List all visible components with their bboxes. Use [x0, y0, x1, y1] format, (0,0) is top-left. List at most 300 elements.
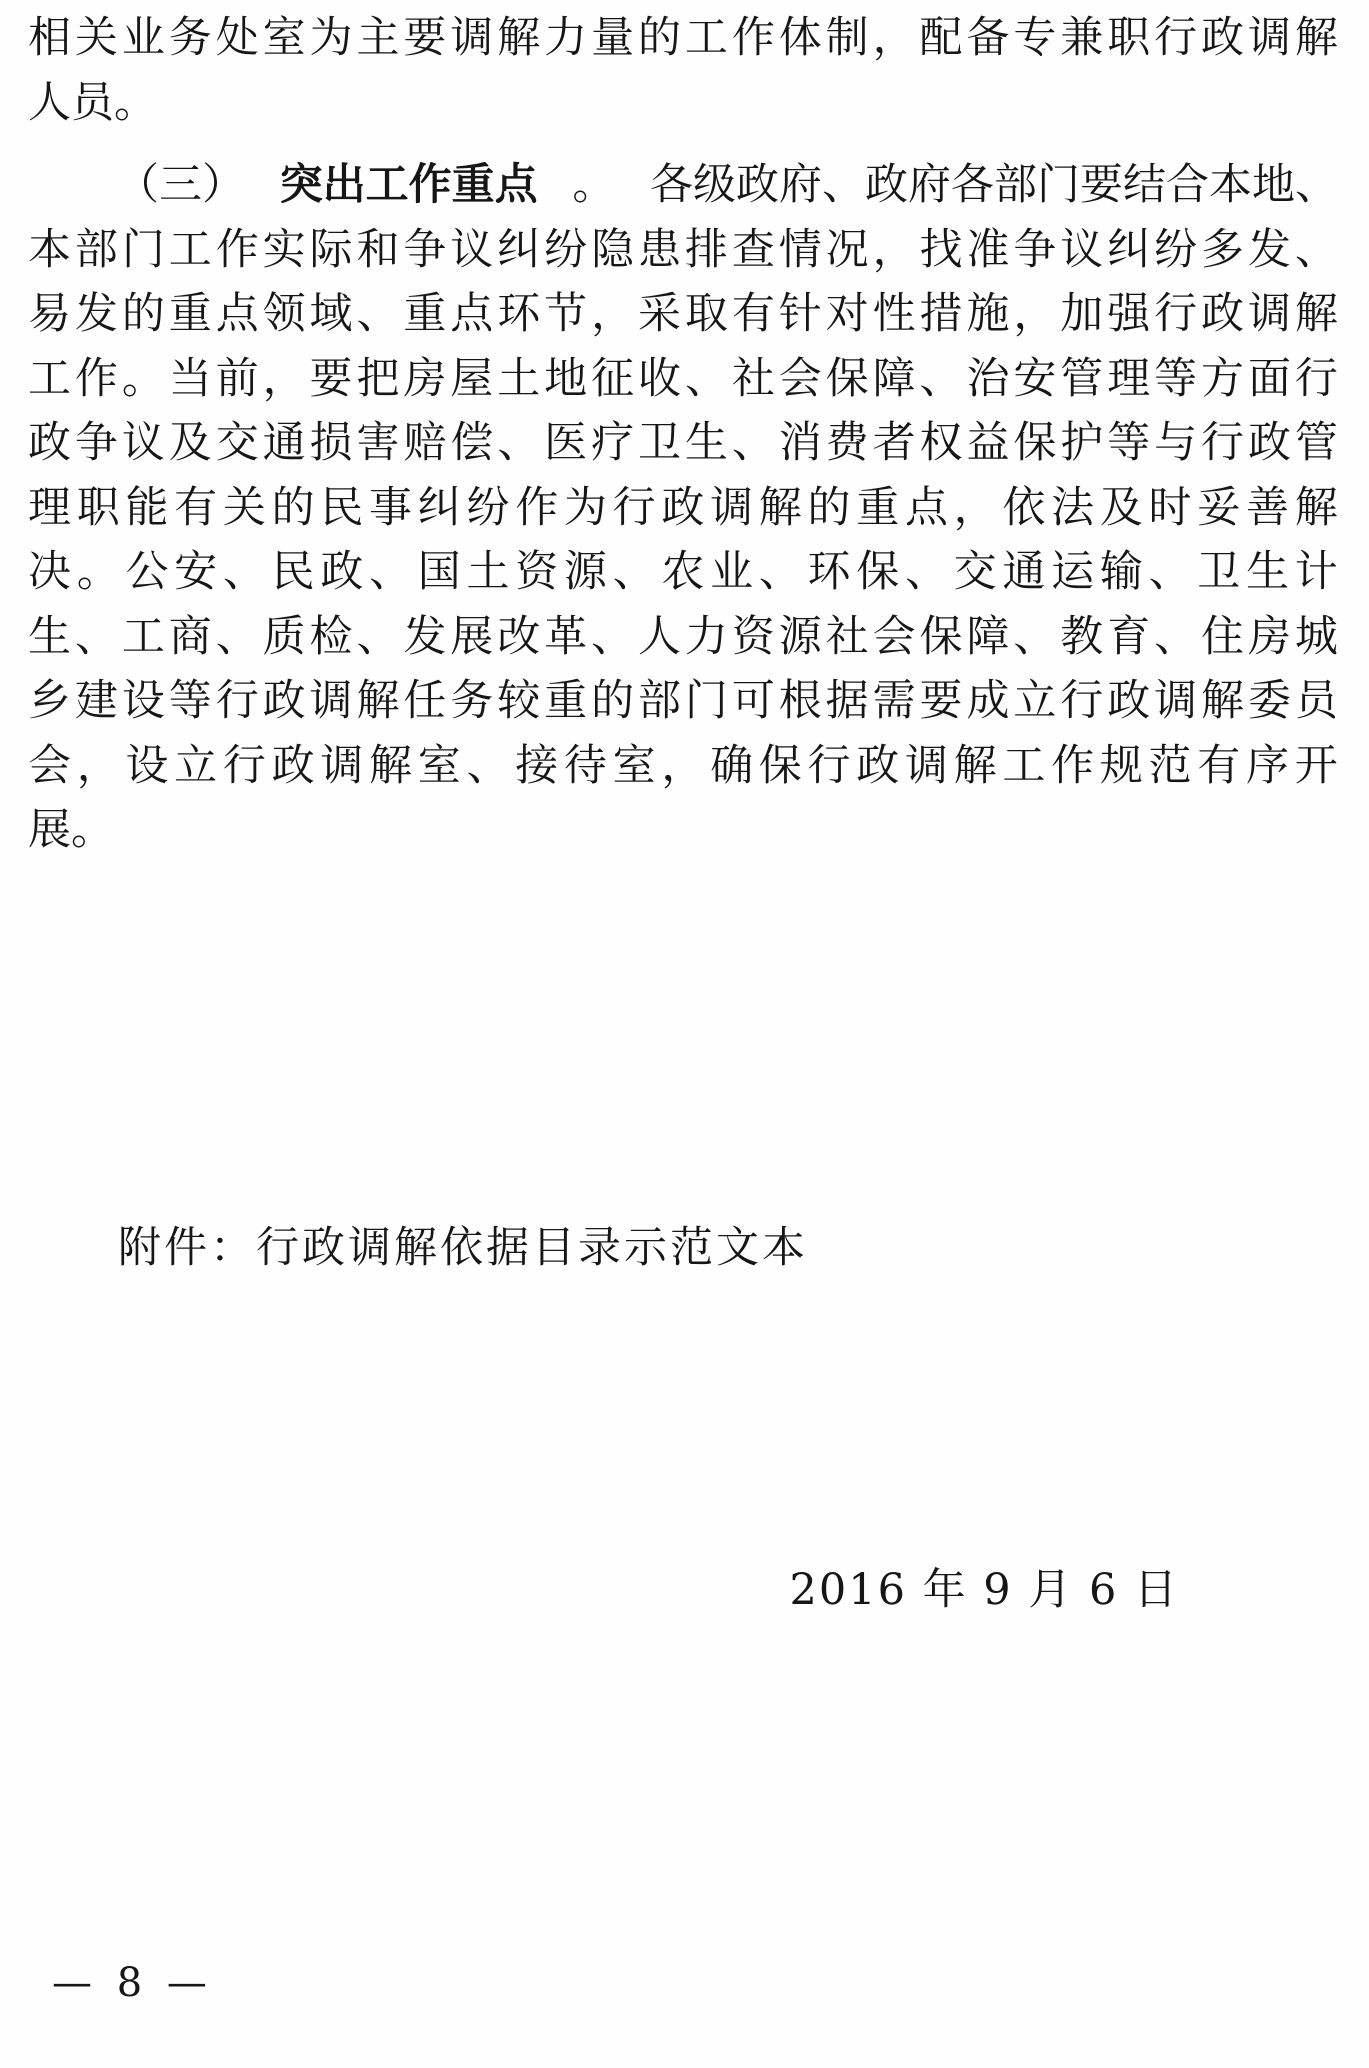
- body-char: 政: [1107, 676, 1151, 726]
- body-char: 检: [309, 611, 353, 662]
- body-char: 针: [778, 289, 822, 339]
- body-char: 要: [309, 353, 353, 404]
- body-char: 要: [403, 13, 447, 63]
- body-char: 的: [591, 676, 635, 726]
- body-char: 会: [778, 353, 822, 404]
- body-char: 城: [1294, 611, 1338, 662]
- body-line: 展。: [28, 805, 114, 855]
- body-char: 的: [271, 482, 315, 533]
- body-char: 议: [121, 418, 165, 468]
- body-char: 工: [121, 611, 165, 662]
- body-char: 门: [121, 224, 165, 275]
- body-char: 依: [1002, 482, 1046, 533]
- body-char: 面: [1247, 353, 1291, 404]
- body-char: 政: [1201, 289, 1245, 339]
- body-char: 业: [710, 547, 754, 597]
- body-char: 调: [710, 482, 754, 533]
- body-char: 障: [966, 611, 1010, 662]
- body-char: 解: [758, 482, 802, 533]
- body-char: 职: [76, 482, 120, 533]
- body-char: 调: [1154, 676, 1198, 726]
- body-char: 力: [684, 611, 728, 662]
- body-char: 制: [825, 13, 869, 63]
- body-char: 取: [684, 289, 728, 339]
- body-char: 房: [1247, 611, 1291, 662]
- body-char: 土: [466, 547, 510, 597]
- body-char: 生: [28, 611, 71, 662]
- body-char: 、: [612, 547, 656, 597]
- body-char: 行: [612, 482, 656, 533]
- body-char: 关: [74, 13, 118, 63]
- body-char: 的: [807, 482, 851, 533]
- body-char: 隐: [591, 224, 635, 275]
- body-char: 资: [731, 611, 775, 662]
- body-char: 事: [369, 482, 413, 533]
- body-char: 、: [919, 353, 963, 404]
- body-char: 关: [222, 482, 266, 533]
- body-char: 配: [919, 13, 963, 63]
- body-char: 及: [1099, 482, 1143, 533]
- body-char: 有: [1197, 740, 1241, 791]
- body-char: 行: [215, 676, 259, 726]
- body-char: 当: [168, 353, 212, 404]
- body-char: 行: [1154, 13, 1198, 63]
- body-char: 设: [121, 676, 165, 726]
- body-char: 社: [731, 353, 775, 404]
- body-char: 、: [356, 289, 400, 339]
- body-char: 解: [1294, 482, 1338, 533]
- body-char: 保: [825, 353, 869, 404]
- body-char: 备: [966, 13, 1010, 63]
- body-char: 、: [1154, 611, 1198, 662]
- body-char: 国: [417, 547, 461, 597]
- body-char: 、: [1294, 224, 1338, 275]
- body-line-section-three-head: [28, 153, 1338, 218]
- body-char: 情: [778, 224, 822, 275]
- body-char: 等: [168, 676, 212, 726]
- body-char: 工: [1002, 740, 1046, 791]
- body-char: 权: [919, 418, 963, 468]
- body-char: 较: [497, 676, 541, 726]
- body-char: 计: [1294, 547, 1338, 597]
- body-char: 力: [544, 13, 588, 63]
- page-number: — 8 —: [52, 1960, 213, 2006]
- body-char: 、: [356, 611, 400, 662]
- body-char: 点: [450, 289, 494, 339]
- body-char: 务: [450, 676, 494, 726]
- body-char: 争: [1013, 224, 1057, 275]
- body-char: ，: [591, 289, 635, 339]
- body-char: 纠: [417, 482, 461, 533]
- body-char: ，: [1013, 289, 1057, 339]
- body-char: 门: [684, 676, 728, 726]
- body-char: 医: [544, 418, 588, 468]
- body-char: 房: [403, 353, 447, 404]
- paragraph-continuation: [28, 6, 1338, 135]
- body-char: 民: [320, 482, 364, 533]
- body-char: 根: [778, 676, 822, 726]
- body-char: 易: [28, 289, 71, 339]
- body-char: 前: [215, 353, 259, 404]
- body-char: 政: [1201, 13, 1245, 63]
- body-char: 展: [450, 611, 494, 662]
- body-char: 、: [731, 418, 775, 468]
- body-char: ，: [953, 482, 997, 533]
- body-char: 理: [1107, 353, 1151, 404]
- body-char: 设: [125, 740, 169, 791]
- body-char: 发: [1247, 224, 1291, 275]
- body-char: 能: [125, 482, 169, 533]
- body-char: 革: [544, 611, 588, 662]
- body-line: [28, 605, 1338, 670]
- body-char: 、: [684, 353, 728, 404]
- body-char: 点: [215, 289, 259, 339]
- body-char: 善: [1245, 482, 1289, 533]
- body-char: 安: [174, 547, 218, 597]
- body-char: 任: [403, 676, 447, 726]
- body-char: 为: [309, 13, 353, 63]
- body-char: 卫: [1197, 547, 1241, 597]
- body-char: 对: [825, 289, 869, 339]
- body-char: 损: [309, 418, 353, 468]
- body-char: 。: [121, 353, 165, 404]
- body-char: 解: [953, 740, 997, 791]
- body-char: 政: [262, 676, 306, 726]
- body-char: 收: [637, 353, 681, 404]
- body-char: 质: [262, 611, 306, 662]
- body-char: 立: [174, 740, 218, 791]
- paragraph-section-three: [28, 153, 1338, 863]
- body-char: 源: [778, 611, 822, 662]
- body-char: 乡: [28, 676, 71, 726]
- body-char: 社: [825, 611, 869, 662]
- body-char: 体: [778, 13, 822, 63]
- body-char: 争: [403, 224, 447, 275]
- body-char: 施: [966, 289, 1010, 339]
- body-char: ，: [872, 224, 916, 275]
- body-char: 解: [1294, 289, 1338, 339]
- body-char: 、: [1148, 547, 1192, 597]
- body-char: 作: [731, 13, 775, 63]
- body-char: 资: [515, 547, 559, 597]
- body-char: 建: [74, 676, 118, 726]
- body-char: 性: [872, 289, 916, 339]
- body-char: 保: [919, 611, 963, 662]
- body-char: ，: [262, 353, 306, 404]
- body-char: 通: [262, 418, 306, 468]
- body-char: ，: [661, 740, 705, 791]
- body-char: 发: [74, 289, 118, 339]
- body-char: 兼: [1060, 13, 1104, 63]
- body-char: 争: [74, 418, 118, 468]
- body-char: 措: [919, 289, 963, 339]
- body-char: 民: [271, 547, 315, 597]
- body-line: [28, 669, 1338, 734]
- body-char: 和: [356, 224, 400, 275]
- body-char: 运: [1051, 547, 1095, 597]
- body-char: 输: [1099, 547, 1143, 597]
- body-char: 发: [403, 611, 447, 662]
- body-char: 业: [121, 13, 165, 63]
- body-char: 加: [1060, 289, 1104, 339]
- body-char: 偿: [450, 418, 494, 468]
- body-char: 点: [904, 482, 948, 533]
- body-char: 领: [262, 289, 306, 339]
- body-char: 政: [271, 740, 315, 791]
- body-char: 障: [872, 353, 916, 404]
- body-char: 况: [825, 224, 869, 275]
- attachment-line: 附件：行政调解依据目录示范文本: [118, 1223, 808, 1273]
- body-char: 要: [919, 676, 963, 726]
- body-char: 域: [309, 289, 353, 339]
- body-char: 等: [1107, 418, 1151, 468]
- body-char: 成: [966, 676, 1010, 726]
- body-char: 采: [637, 289, 681, 339]
- body-char: 节: [544, 289, 588, 339]
- body-char: 调: [320, 740, 364, 791]
- body-char: 据: [825, 676, 869, 726]
- body-char: 、: [758, 547, 802, 597]
- body-char: 有: [731, 289, 775, 339]
- body-char: 作: [1051, 740, 1095, 791]
- document-date: 2016 年 9 月 6 日: [789, 1565, 1179, 1615]
- body-line: [28, 218, 1338, 283]
- body-char: 重: [403, 289, 447, 339]
- body-char: 重: [856, 482, 900, 533]
- body-char: 调: [1247, 13, 1291, 63]
- body-line: [28, 540, 1338, 605]
- body-char: 需: [872, 676, 916, 726]
- body-char: 患: [637, 224, 681, 275]
- body-char: 、: [215, 611, 259, 662]
- body-char: 与: [1154, 418, 1198, 468]
- body-char: 强: [1107, 289, 1151, 339]
- body-char: 纠: [497, 224, 541, 275]
- body-char: 准: [966, 224, 1010, 275]
- body-char: 管: [1294, 418, 1338, 468]
- body-char: 议: [1060, 224, 1104, 275]
- body-char: 行: [1201, 418, 1245, 468]
- body-char: 主: [356, 13, 400, 63]
- body-char: 环: [497, 289, 541, 339]
- body-char: 地: [544, 353, 588, 404]
- body-char: 者: [872, 418, 916, 468]
- body-char: 纠: [1107, 224, 1151, 275]
- body-char: ，: [872, 13, 916, 63]
- paragraph-spacer: [28, 135, 1338, 153]
- body-char: 有: [174, 482, 218, 533]
- body-char: 、: [497, 418, 541, 468]
- body-char: 护: [1060, 418, 1104, 468]
- body-char: 时: [1148, 482, 1192, 533]
- body-char: 工: [684, 13, 728, 63]
- section-line-rest: 各级政府、政府各部门要结合本地、: [649, 160, 1338, 210]
- body-char: 商: [168, 611, 212, 662]
- body-char: 政: [320, 547, 364, 597]
- body-line: [28, 347, 1338, 412]
- body-char: 实: [262, 224, 306, 275]
- body-char: 交: [953, 547, 997, 597]
- body-char: 行: [807, 740, 851, 791]
- body-char: 公: [125, 547, 169, 597]
- body-char: 人: [637, 611, 681, 662]
- body-char: 管: [1060, 353, 1104, 404]
- body-char: 工: [28, 353, 71, 404]
- body-char: 改: [497, 611, 541, 662]
- body-line: [28, 411, 1338, 476]
- body-char: 确: [710, 740, 754, 791]
- body-char: 作: [515, 482, 559, 533]
- body-char: 疗: [591, 418, 635, 468]
- body-char: 部: [637, 676, 681, 726]
- document-body: [28, 6, 1338, 863]
- body-char: 纷: [544, 224, 588, 275]
- body-char: 作: [215, 224, 259, 275]
- body-char: 专: [1013, 13, 1057, 63]
- body-char: 会: [872, 611, 916, 662]
- body-char: 行: [1154, 289, 1198, 339]
- body-char: 理: [28, 482, 71, 533]
- body-char: 环: [807, 547, 851, 597]
- body-char: 查: [731, 224, 775, 275]
- body-char: 处: [215, 13, 259, 63]
- body-char: 及: [168, 418, 212, 468]
- body-char: 保: [1013, 418, 1057, 468]
- body-char: 行: [1060, 676, 1104, 726]
- body-char: 的: [121, 289, 165, 339]
- body-char: 行: [1294, 353, 1338, 404]
- body-char: 赔: [403, 418, 447, 468]
- body-char: 接: [515, 740, 559, 791]
- body-char: 解: [497, 13, 541, 63]
- body-char: ，: [76, 740, 120, 791]
- body-char: 作: [74, 353, 118, 404]
- body-char: 室: [612, 740, 656, 791]
- body-char: 排: [684, 224, 728, 275]
- body-char: 、: [74, 611, 118, 662]
- body-char: 法: [1051, 482, 1095, 533]
- body-line: [28, 476, 1338, 541]
- body-char: 员: [1294, 676, 1338, 726]
- body-line: [28, 6, 1338, 71]
- body-char: 土: [497, 353, 541, 404]
- body-char: 生: [1245, 547, 1289, 597]
- body-char: 会: [28, 740, 71, 791]
- body-char: 调: [904, 740, 948, 791]
- body-char: 解: [369, 740, 413, 791]
- section-marker: （三）: [116, 160, 245, 210]
- body-char: 政: [856, 740, 900, 791]
- body-char: 多: [1201, 224, 1245, 275]
- body-char: 交: [215, 418, 259, 468]
- body-char: 。: [76, 547, 120, 597]
- body-char: 通: [1002, 547, 1046, 597]
- body-char: 立: [1013, 676, 1057, 726]
- body-char: 纷: [466, 482, 510, 533]
- body-char: 解: [356, 676, 400, 726]
- body-char: 治: [966, 353, 1010, 404]
- body-char: 范: [1148, 740, 1192, 791]
- body-char: 保: [758, 740, 802, 791]
- body-char: 量: [591, 13, 635, 63]
- body-char: 益: [966, 418, 1010, 468]
- body-line: [28, 282, 1338, 347]
- body-char: 规: [1099, 740, 1143, 791]
- body-char: 、: [369, 547, 413, 597]
- body-char: 相: [28, 13, 71, 63]
- body-char: 害: [356, 418, 400, 468]
- body-line: 人员。: [28, 77, 157, 128]
- body-char: 室: [262, 13, 306, 63]
- body-char: 职: [1107, 13, 1151, 63]
- body-char: 、: [222, 547, 266, 597]
- body-line: [28, 734, 1338, 799]
- body-char: 调: [309, 676, 353, 726]
- body-char: 本: [28, 224, 71, 275]
- body-char: 屋: [450, 353, 494, 404]
- body-char: 政: [1247, 418, 1291, 468]
- body-char: 征: [591, 353, 635, 404]
- body-char: 政: [28, 418, 71, 468]
- body-char: 纷: [1154, 224, 1198, 275]
- body-char: 行: [222, 740, 266, 791]
- body-char: 生: [684, 418, 728, 468]
- body-char: 费: [825, 418, 869, 468]
- body-char: 的: [637, 13, 681, 63]
- body-char: 调: [1247, 289, 1291, 339]
- section-heading: 突出工作重点: [279, 160, 538, 210]
- body-char: 农: [661, 547, 705, 597]
- body-char: 务: [168, 13, 212, 63]
- body-char: 卫: [637, 418, 681, 468]
- body-char: 、: [1013, 611, 1057, 662]
- body-char: 可: [731, 676, 775, 726]
- body-char: 等: [1154, 353, 1198, 404]
- body-char: 、: [591, 611, 635, 662]
- body-char: 方: [1201, 353, 1245, 404]
- body-char: 部: [74, 224, 118, 275]
- body-char: 调: [450, 13, 494, 63]
- body-char: 委: [1247, 676, 1291, 726]
- body-char: 找: [919, 224, 963, 275]
- body-char: 消: [778, 418, 822, 468]
- body-char: 重: [168, 289, 212, 339]
- body-char: 、: [466, 740, 510, 791]
- body-char: 际: [309, 224, 353, 275]
- body-char: 把: [356, 353, 400, 404]
- body-char: 序: [1245, 740, 1289, 791]
- body-char: 育: [1107, 611, 1151, 662]
- body-char: 决: [28, 547, 71, 597]
- body-char: 住: [1201, 611, 1245, 662]
- body-char: 安: [1013, 353, 1057, 404]
- body-char: 政: [661, 482, 705, 533]
- body-char: 教: [1060, 611, 1104, 662]
- body-char: 为: [563, 482, 607, 533]
- body-char: 开: [1294, 740, 1338, 791]
- body-char: 待: [563, 740, 607, 791]
- body-char: 室: [417, 740, 461, 791]
- body-char: 妥: [1197, 482, 1241, 533]
- body-char: 解: [1294, 13, 1338, 63]
- body-char: 、: [904, 547, 948, 597]
- body-char: 议: [450, 224, 494, 275]
- body-char: 工: [168, 224, 212, 275]
- body-char: 解: [1201, 676, 1245, 726]
- body-char: 重: [544, 676, 588, 726]
- body-char: 源: [563, 547, 607, 597]
- section-heading-punct: 。: [572, 160, 616, 210]
